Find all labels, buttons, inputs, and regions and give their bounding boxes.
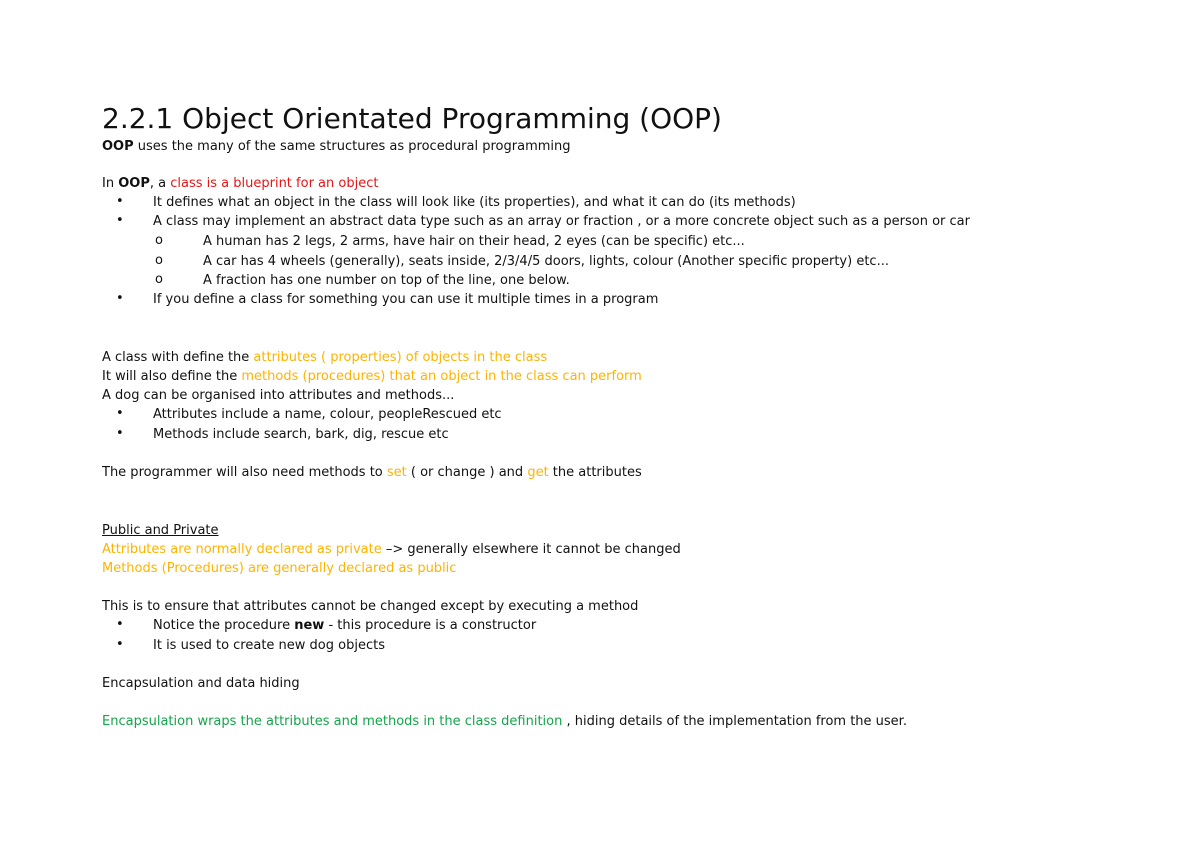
bullet-dot: • (116, 637, 124, 652)
page-title: 2.2.1 Object Orientated Programming (OOP) (102, 102, 722, 135)
ctor-p2: - this procedure is a constructor (324, 618, 537, 633)
attributes-lead: A class with define the (102, 350, 254, 365)
bullet-dot: • (116, 213, 124, 228)
sub-bullet-circle: o (155, 233, 163, 248)
bullet-dot: • (116, 426, 124, 441)
intro-rest: uses the many of the same structures as procedural programming (133, 139, 571, 154)
private-line (102, 542, 681, 558)
bullet-dot: • (116, 617, 124, 632)
attributes-line (102, 350, 547, 366)
methods-lead: It will also define the (102, 369, 242, 384)
sub-list-item: A fraction has one number on top of the line, one below. (203, 273, 570, 288)
encapsulation-rest: , hiding details of the implementation from the user. (562, 714, 907, 729)
get-word: get (527, 465, 549, 480)
attributes-highlight: attributes ( properties) of objects in the class (253, 350, 548, 365)
class-def-mid: , a (149, 176, 171, 191)
encapsulation-highlight: Encapsulation wraps the attributes and methods in the class definition (102, 714, 563, 729)
set-get-p3: the attributes (548, 465, 642, 480)
bullet-dot: • (116, 194, 124, 209)
encapsulation-line (102, 714, 907, 730)
public-line: Methods (Procedures) are generally declared as public (102, 561, 457, 576)
list-item (153, 618, 536, 634)
methods-highlight: methods (procedures) that an object in the class can perform (241, 369, 642, 384)
encapsulation-heading: Encapsulation and data hiding (102, 676, 300, 691)
methods-line (102, 369, 642, 385)
ctor-new-keyword: new (294, 618, 325, 633)
intro-oop: OOP (102, 139, 134, 154)
bullet-dot: • (116, 406, 124, 421)
intro-line (102, 139, 571, 155)
set-word: set (386, 465, 407, 480)
list-item: It defines what an object in the class will look like (its properties), and what it can do (its methods) (153, 195, 796, 210)
private-highlight: Attributes are normally declared as private (102, 542, 386, 557)
ensure-line: This is to ensure that attributes cannot be changed except by executing a method (102, 599, 639, 614)
set-get-p2: ( or change ) and (406, 465, 528, 480)
list-item: If you define a class for something you can use it multiple times in a program (153, 292, 659, 307)
class-def-lead: In (102, 176, 119, 191)
sub-list-item: A car has 4 wheels (generally), seats inside, 2/3/4/5 doors, lights, colour (Another specific property) etc... (203, 254, 889, 269)
list-item: Attributes include a name, colour, peopleRescued etc (153, 407, 502, 422)
set-get-p1: The programmer will also need methods to (102, 465, 387, 480)
set-get-line (102, 465, 642, 481)
list-item: Methods include search, bark, dig, rescue etc (153, 427, 449, 442)
class-definition-line (102, 176, 378, 192)
dog-line: A dog can be organised into attributes and methods... (102, 388, 455, 403)
ctor-p1: Notice the procedure (153, 618, 295, 633)
sub-bullet-circle: o (155, 272, 163, 287)
class-def-oop: OOP (118, 176, 150, 191)
list-item: It is used to create new dog objects (153, 638, 385, 653)
list-item: A class may implement an abstract data type such as an array or fraction , or a more concrete object such as a person or car (153, 214, 970, 229)
bullet-dot: • (116, 291, 124, 306)
class-def-highlight: class is a blueprint for an object (170, 176, 379, 191)
public-private-heading: Public and Private (102, 523, 219, 538)
private-rest: –> generally elsewhere it cannot be changed (385, 542, 681, 557)
sub-list-item: A human has 2 legs, 2 arms, have hair on their head, 2 eyes (can be specific) etc... (203, 234, 745, 249)
sub-bullet-circle: o (155, 253, 163, 268)
